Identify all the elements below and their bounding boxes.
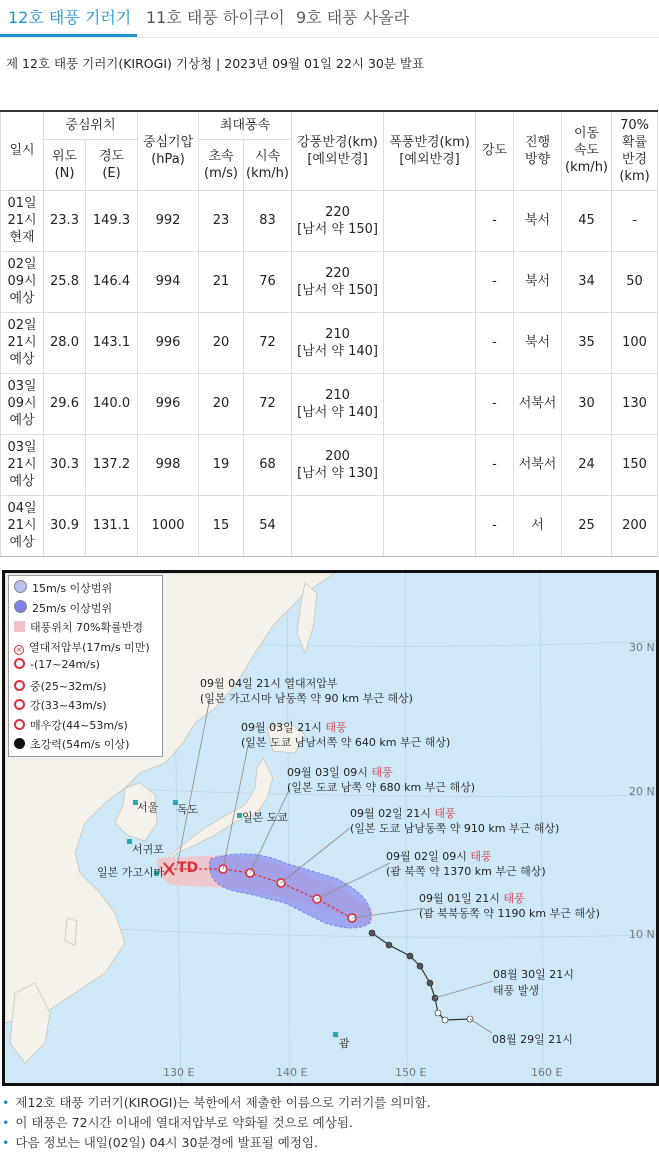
cell-direction: 북서 xyxy=(514,190,562,251)
table-row xyxy=(1,251,658,312)
cell-time: 02일 21시 예상 xyxy=(1,312,44,373)
cell-time: 01일 21시 현재 xyxy=(1,190,44,251)
label-dokdo: 독도 xyxy=(177,803,199,816)
header-wind-kmh: 시속 (km/h) xyxy=(244,139,292,190)
cell-wind-ms: 20 xyxy=(199,373,244,434)
cell-pressure: 1000 xyxy=(138,495,199,556)
cell-wind-kmh: 54 xyxy=(244,495,292,556)
header-prob-radius: 70% 확률 반경 (km) xyxy=(612,111,658,190)
header-intensity: 강도 xyxy=(476,111,514,190)
header-lon: 경도 (E) xyxy=(86,139,138,190)
forecast-point-label: 09월 02일 21시 태풍 (일본 도쿄 남남동쪽 약 910 km 부근 해상) xyxy=(350,807,560,835)
cell-speed: 35 xyxy=(562,312,612,373)
tab-typhoon-12[interactable]: 12호 태풍 기러기 xyxy=(8,8,132,27)
typhoon-medium-icon xyxy=(14,680,25,691)
cell-speed: 34 xyxy=(562,251,612,312)
cell-intensity: - xyxy=(476,251,514,312)
cell-speed: 45 xyxy=(562,190,612,251)
cell-storm-radius xyxy=(384,190,476,251)
cell-wind-ms: 20 xyxy=(199,312,244,373)
legend-label: 25m/s 이상범위 xyxy=(32,601,113,615)
cell-lat: 23.3 xyxy=(44,190,86,251)
cell-lat: 30.9 xyxy=(44,495,86,556)
legend-item xyxy=(14,736,129,754)
cell-strong-radius: 220 [남서 약 150] xyxy=(292,190,384,251)
cell-intensity: - xyxy=(476,434,514,495)
label-td: TD xyxy=(177,860,199,876)
cell-strong-radius xyxy=(292,495,384,556)
lon-label-150e: 150 E xyxy=(395,1066,427,1079)
cell-intensity: - xyxy=(476,373,514,434)
circle-lightblue-icon xyxy=(14,580,27,593)
cell-speed: 24 xyxy=(562,434,612,495)
cell-lat: 30.3 xyxy=(44,434,86,495)
label-genesis-text: 태풍 발생 xyxy=(493,984,540,997)
forecast-type: 태풍 xyxy=(325,721,347,734)
cell-lon: 131.1 xyxy=(86,495,138,556)
cell-speed: 30 xyxy=(562,373,612,434)
cell-wind-kmh: 72 xyxy=(244,373,292,434)
typhoon-verystrong-icon xyxy=(14,719,25,730)
cell-prob-radius: - xyxy=(612,190,658,251)
typhoon-super-icon xyxy=(14,738,25,749)
header-center: 중심위치 xyxy=(44,111,138,139)
cell-storm-radius xyxy=(384,434,476,495)
rect-pink-icon xyxy=(14,621,25,632)
typhoon-track-map xyxy=(2,570,659,1086)
lat-label-30n: 30 N xyxy=(629,641,655,654)
cell-time: 03일 21시 예상 xyxy=(1,434,44,495)
legend-item xyxy=(14,600,112,618)
label-guam: 괌 xyxy=(339,1037,350,1050)
cell-storm-radius xyxy=(384,495,476,556)
label-tokyo: 일본 도쿄 xyxy=(242,811,289,824)
label-seogwipo: 서귀포 xyxy=(132,843,164,856)
cell-time: 02일 09시 예상 xyxy=(1,251,44,312)
cell-pressure: 996 xyxy=(138,312,199,373)
cell-wind-kmh: 83 xyxy=(244,190,292,251)
cell-pressure: 996 xyxy=(138,373,199,434)
cell-wind-kmh: 76 xyxy=(244,251,292,312)
table-row xyxy=(1,312,658,373)
cell-time: 03일 09시 예상 xyxy=(1,373,44,434)
cell-prob-radius: 130 xyxy=(612,373,658,434)
cell-strong-radius: 220 [남서 약 150] xyxy=(292,251,384,312)
note-item: • 제12호 태풍 기러기(KIROGI)는 북한에서 제출한 이름으로 기러기를 의미함. xyxy=(2,1095,431,1110)
circle-blue-icon xyxy=(14,600,27,613)
note-item: • 다음 정보는 내일(02일) 04시 30분경에 발표될 예정임. xyxy=(2,1135,319,1150)
table-row xyxy=(1,190,658,251)
cell-pressure: 998 xyxy=(138,434,199,495)
header-storm-radius: 폭풍반경(km) [예외반경] xyxy=(384,111,476,190)
past-track-points xyxy=(369,930,473,1023)
cell-direction: 서북서 xyxy=(514,373,562,434)
legend-item xyxy=(14,678,107,696)
cell-direction: 서 xyxy=(514,495,562,556)
cell-lon: 149.3 xyxy=(86,190,138,251)
bulletin-title: 제 12호 태풍 기러기(KIROGI) 기상청 | 2023년 09월 01일 22시 30분 발표 xyxy=(6,56,425,71)
forecast-type: 태풍 xyxy=(371,766,393,779)
table-row xyxy=(1,434,658,495)
cell-prob-radius: 50 xyxy=(612,251,658,312)
table-row xyxy=(1,373,658,434)
cell-wind-kmh: 68 xyxy=(244,434,292,495)
header-direction: 진행 방향 xyxy=(514,111,562,190)
forecast-type: 태풍 xyxy=(470,850,492,863)
legend-label: 강(33~43m/s) xyxy=(30,699,107,712)
cell-lon: 143.1 xyxy=(86,312,138,373)
cell-intensity: - xyxy=(476,495,514,556)
legend-label: 초강력(54m/s 이상) xyxy=(30,738,130,751)
forecast-point-label: 09월 01일 21시 태풍 (괌 북북동쪽 약 1190 km 부근 해상) xyxy=(419,892,600,920)
legend-item xyxy=(14,619,143,637)
bullet-icon: • xyxy=(2,1095,10,1110)
label-start-time: 08월 29일 21시 xyxy=(492,1033,573,1046)
lat-label-10n: 10 N xyxy=(629,928,655,941)
cell-direction: 서북서 xyxy=(514,434,562,495)
legend-item xyxy=(14,697,107,715)
cell-storm-radius xyxy=(384,373,476,434)
lon-label-140e: 140 E xyxy=(276,1066,308,1079)
forecast-type: 태풍 xyxy=(503,892,525,905)
guam-marker xyxy=(333,1032,338,1037)
cell-strong-radius: 210 [남서 약 140] xyxy=(292,312,384,373)
cell-storm-radius xyxy=(384,251,476,312)
bullet-icon: • xyxy=(2,1135,10,1150)
legend-label: 중(25~32m/s) xyxy=(30,679,107,693)
label-kagoshima: 일본 가고시마 xyxy=(97,866,165,879)
cell-strong-radius: 210 [남서 약 140] xyxy=(292,373,384,434)
cell-speed: 25 xyxy=(562,495,612,556)
cell-lat: 25.8 xyxy=(44,251,86,312)
cell-storm-radius xyxy=(384,312,476,373)
cell-direction: 북서 xyxy=(514,251,562,312)
cell-prob-radius: 150 xyxy=(612,434,658,495)
cell-prob-radius: 200 xyxy=(612,495,658,556)
cell-lat: 29.6 xyxy=(44,373,86,434)
cell-lon: 137.2 xyxy=(86,434,138,495)
table-row xyxy=(1,495,658,556)
header-wind-ms: 초속 (m/s) xyxy=(199,139,244,190)
legend-item xyxy=(14,658,100,676)
cell-pressure: 992 xyxy=(138,190,199,251)
cell-direction: 북서 xyxy=(514,312,562,373)
legend-label: 열대저압부(17m/s 미만) xyxy=(29,640,150,654)
legend-label: 매우강(44~53m/s) xyxy=(30,718,128,732)
tab-divider xyxy=(0,37,659,38)
legend-item xyxy=(14,717,128,735)
forecast-point-label: 09월 04일 21시 열대저압부 (일본 가고시마 남동쪽 약 90 km 부근 해상) xyxy=(200,677,413,705)
forecast-point-label: 09월 03일 21시 태풍 (일본 도쿄 남남서쪽 약 640 km 부근 해상) xyxy=(241,721,451,749)
wind-range-area xyxy=(209,854,371,928)
lat-label-20n: 20 N xyxy=(629,785,655,798)
typhoon-strong-icon xyxy=(14,699,25,710)
forecast-type: 태풍 xyxy=(434,807,456,820)
header-speed: 이동 속도 (km/h) xyxy=(562,111,612,190)
cell-wind-kmh: 72 xyxy=(244,312,292,373)
label-genesis-time: 08월 30일 21시 xyxy=(493,968,574,981)
tab-typhoon-9[interactable]: 9호 태풍 사올라 xyxy=(296,8,410,27)
cell-strong-radius: 200 [남서 약 130] xyxy=(292,434,384,495)
legend-item xyxy=(14,639,150,657)
cell-wind-ms: 15 xyxy=(199,495,244,556)
circle-x-icon: × xyxy=(15,644,23,654)
lon-label-130e: 130 E xyxy=(163,1066,195,1079)
label-seoul: 서울 xyxy=(137,801,159,814)
bullet-icon: • xyxy=(2,1115,10,1130)
legend-item xyxy=(14,580,112,598)
taiwan-land xyxy=(65,918,77,945)
cell-prob-radius: 100 xyxy=(612,312,658,373)
forecast-point-label: 09월 02일 09시 태풍 (괌 북쪽 약 1370 km 부근 해상) xyxy=(386,850,546,878)
legend-label: -(17~24m/s) xyxy=(30,658,100,671)
cell-lon: 140.0 xyxy=(86,373,138,434)
map-legend xyxy=(8,575,163,757)
cell-pressure: 994 xyxy=(138,251,199,312)
cell-wind-ms: 23 xyxy=(199,190,244,251)
cell-lon: 146.4 xyxy=(86,251,138,312)
lon-label-160e: 160 E xyxy=(531,1066,563,1079)
header-strong-radius: 강풍반경(km) [예외반경] xyxy=(292,111,384,190)
cell-lat: 28.0 xyxy=(44,312,86,373)
header-lat: 위도 (N) xyxy=(44,139,86,190)
place-markers xyxy=(127,800,338,1037)
cell-intensity: - xyxy=(476,312,514,373)
legend-label: 15m/s 이상범위 xyxy=(32,582,113,595)
header-max-wind: 최대풍속 xyxy=(199,111,292,139)
cell-intensity: - xyxy=(476,190,514,251)
header-time: 일시 xyxy=(1,111,44,190)
cell-wind-ms: 19 xyxy=(199,434,244,495)
typhoon-weak-icon xyxy=(14,658,25,669)
typhoon-tabs xyxy=(0,0,659,40)
forecast-point-label: 09월 03일 09시 태풍 (일본 도쿄 남쪽 약 680 km 부근 해상) xyxy=(287,766,476,794)
legend-label: 태풍위치 70%확률반경 xyxy=(30,621,143,634)
cell-time: 04일 21시 예상 xyxy=(1,495,44,556)
cell-wind-ms: 21 xyxy=(199,251,244,312)
note-item: • 이 태풍은 72시간 이내에 열대저압부로 약화될 것으로 예상됨. xyxy=(2,1115,353,1130)
tab-typhoon-11[interactable]: 11호 태풍 하이쿠이 xyxy=(146,8,285,27)
header-pressure: 중심기압 (hPa) xyxy=(138,111,199,190)
forecast-table xyxy=(0,110,658,557)
